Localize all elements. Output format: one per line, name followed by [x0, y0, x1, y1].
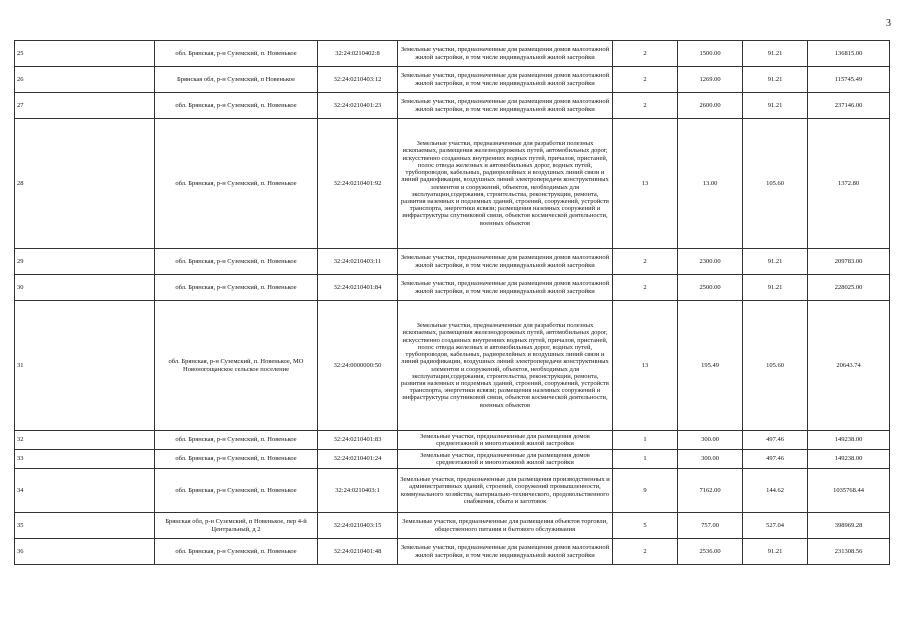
permitted-use-cell: Земельные участки, предназначенные для размещения домов среднеэтажной и многоэтажной жилой застройки	[398, 431, 613, 450]
permitted-use-cell: Земельные участки, предназначенные для размещения объектов торговли, общественного питания и бытового обслуживания	[398, 513, 613, 539]
table-row	[15, 513, 890, 539]
row-number: 27	[15, 93, 155, 119]
cadastral-value-cell: 209783.00	[808, 249, 890, 275]
row-number: 26	[15, 67, 155, 93]
table-row	[15, 431, 890, 450]
table-row	[15, 275, 890, 301]
group-number-cell: 9	[613, 469, 678, 513]
address-cell: обл. Брянская, р-н Суземский, п. Новенькое	[155, 539, 318, 565]
address-cell: обл. Брянская, р-н Суземский, п. Новенькое	[155, 469, 318, 513]
cadastral-number-cell: 32:24:0210401:23	[318, 93, 398, 119]
area-cell: 2536.00	[678, 539, 743, 565]
row-number: 28	[15, 119, 155, 249]
table-row	[15, 93, 890, 119]
specific-value-cell: 144.62	[743, 469, 808, 513]
row-number: 25	[15, 41, 155, 67]
group-number-cell: 2	[613, 93, 678, 119]
specific-value-cell: 105.60	[743, 301, 808, 431]
cadastral-number-cell: 32:24:0210402:8	[318, 41, 398, 67]
row-number: 31	[15, 301, 155, 431]
address-cell: обл. Брянская, р-н Суземский, п. Новенькое	[155, 119, 318, 249]
cadastral-value-cell: 1035768.44	[808, 469, 890, 513]
row-number: 33	[15, 450, 155, 469]
cadastral-value-cell: 1372.80	[808, 119, 890, 249]
group-number-cell: 1	[613, 431, 678, 450]
address-cell: обл. Брянская, р-н Суземский, п. Новенькое	[155, 450, 318, 469]
specific-value-cell: 91.21	[743, 249, 808, 275]
cadastral-value-cell: 231308.56	[808, 539, 890, 565]
cadastral-number-cell: 32:24:0210403:1	[318, 469, 398, 513]
cadastral-value-cell: 20643.74	[808, 301, 890, 431]
table-row	[15, 469, 890, 513]
address-cell: обл. Брянская, р-н Суземский, п. Новенькое	[155, 41, 318, 67]
row-number: 30	[15, 275, 155, 301]
specific-value-cell: 527.04	[743, 513, 808, 539]
row-number: 32	[15, 431, 155, 450]
cadastral-number-cell: 32:24:0210401:48	[318, 539, 398, 565]
cadastral-value-cell: 398969.28	[808, 513, 890, 539]
area-cell: 195.49	[678, 301, 743, 431]
area-cell: 13.00	[678, 119, 743, 249]
specific-value-cell: 91.21	[743, 67, 808, 93]
permitted-use-cell: Земельные участки, предназначенные для разработки полезных ископаемых, размещения железнодорожных путей, автомобильных дорог, искусственно созданных внутренних водных путей, причалов, пристаней, полос отвода железных и автомобильных дорог, водных путей, трубопроводов, кабельных, радиорелейных и воздушных линий связи и линий радиофикации, воздушных линий электропередачи конструктивных элементов и сооружений, объектов, необходимых для эксплуатации,содержания, строительства, реконструкции, ремонта, развития наземных и подземных зданий, строений, сооружений, устройств транспорта, энергетики ясвязи; размещения наземных сооружений и инфраструктуры спутниковой связи, объектов космической деятельности, военных объектов	[398, 119, 613, 249]
row-number: 29	[15, 249, 155, 275]
table-row	[15, 539, 890, 565]
area-cell: 1269.00	[678, 67, 743, 93]
specific-value-cell: 497.46	[743, 431, 808, 450]
row-number: 36	[15, 539, 155, 565]
area-cell: 1500.00	[678, 41, 743, 67]
permitted-use-cell: Земельные участки, предназначенные для размещения домов малоэтажной жилой застройки, в том числе индивидуальной жилой застройки	[398, 275, 613, 301]
cadastral-number-cell: 32:24:0210401:24	[318, 450, 398, 469]
permitted-use-cell: Земельные участки, предназначенные для размещения домов среднеэтажной и многоэтажной жилой застройки	[398, 450, 613, 469]
group-number-cell: 5	[613, 513, 678, 539]
table-row	[15, 249, 890, 275]
specific-value-cell: 91.21	[743, 41, 808, 67]
group-number-cell: 2	[613, 67, 678, 93]
group-number-cell: 13	[613, 119, 678, 249]
group-number-cell: 1	[613, 450, 678, 469]
area-cell: 300.00	[678, 431, 743, 450]
address-cell: Брянская обл, р-н Суземский, п Новенькое	[155, 67, 318, 93]
area-cell: 300.00	[678, 450, 743, 469]
permitted-use-cell: Земельные участки, предназначенные для разработки полезных ископаемых, размещения железнодорожных путей, автомобильных дорог, искусственно созданных внутренних водных путей, причалов, пристаней, полос отвода железных и автомобильных дорог, водных путей, трубопроводов, кабельных, радиорелейных и воздушных линий связи и линий радиофикации, воздушных линий электропередачи конструктивных элементов и сооружений, объектов, необходимых для эксплуатации,содержания, строительства, реконструкции, ремонта, развития наземных и подземных зданий, строений, сооружений, устройств транспорта, энергетики ясвязи; размещения наземных сооружений и инфраструктуры спутниковой связи, объектов космической деятельности, военных объектов	[398, 301, 613, 431]
cadastral-number-cell: 32:24:0210403:12	[318, 67, 398, 93]
page-number: 3	[886, 18, 891, 29]
cadastral-number-cell: 32:24:0000000:50	[318, 301, 398, 431]
specific-value-cell: 91.21	[743, 93, 808, 119]
specific-value-cell: 91.21	[743, 275, 808, 301]
table-row	[15, 301, 890, 431]
table-body	[15, 41, 890, 565]
cadastral-value-cell: 136815.00	[808, 41, 890, 67]
area-cell: 757.00	[678, 513, 743, 539]
group-number-cell: 2	[613, 41, 678, 67]
cadastral-value-cell: 149238.00	[808, 450, 890, 469]
address-cell: Брянская обл, р-н Суземский, п Новенькое, пер 4-й Центральный, д 2	[155, 513, 318, 539]
table-row	[15, 67, 890, 93]
address-cell: обл. Брянская, р-н Суземский, п. Новенькое	[155, 431, 318, 450]
cadastral-number-cell: 32:24:0210403:11	[318, 249, 398, 275]
row-number: 34	[15, 469, 155, 513]
permitted-use-cell: Земельные участки, предназначенные для размещения домов малоэтажной жилой застройки, в том числе индивидуальной жилой застройки	[398, 249, 613, 275]
specific-value-cell: 105.60	[743, 119, 808, 249]
cadastral-number-cell: 32:24:0210401:92	[318, 119, 398, 249]
address-cell: обл. Брянская, р-н Суземский, п. Новенькое	[155, 93, 318, 119]
group-number-cell: 13	[613, 301, 678, 431]
cadastral-value-cell: 149238.00	[808, 431, 890, 450]
address-cell: обл. Брянская, р-н Суземский, п. Новенькое, МО Новоногощанское сельское поселение	[155, 301, 318, 431]
cadastral-value-cell: 115745.49	[808, 67, 890, 93]
permitted-use-cell: Земельные участки, предназначенные для размещения домов малоэтажной жилой застройки, в том числе индивидуальной жилой застройки	[398, 93, 613, 119]
permitted-use-cell: Земельные участки, предназначенные для размещения производственных и административных зданий, строений, сооружений промышленности, коммунального хозяйства, материально-технического, продовольственного снабжения, сбыта и заготовок	[398, 469, 613, 513]
cadastral-number-cell: 32:24:0210403:15	[318, 513, 398, 539]
address-cell: обл. Брянская, р-н Суземский, п. Новенькое	[155, 275, 318, 301]
permitted-use-cell: Земельные участки, предназначенные для размещения домов малоэтажной жилой застройки, в том числе индивидуальной жилой застройки	[398, 41, 613, 67]
table-row	[15, 119, 890, 249]
area-cell: 7162.00	[678, 469, 743, 513]
area-cell: 2600.00	[678, 93, 743, 119]
land-plots-table	[14, 40, 890, 565]
specific-value-cell: 91.21	[743, 539, 808, 565]
specific-value-cell: 497.46	[743, 450, 808, 469]
cadastral-number-cell: 32:24:0210401:83	[318, 431, 398, 450]
address-cell: обл. Брянская, р-н Суземский, п. Новенькое	[155, 249, 318, 275]
group-number-cell: 2	[613, 539, 678, 565]
area-cell: 2300.00	[678, 249, 743, 275]
cadastral-value-cell: 228025.00	[808, 275, 890, 301]
table-row	[15, 41, 890, 67]
group-number-cell: 2	[613, 249, 678, 275]
cadastral-number-cell: 32:24:0210401:84	[318, 275, 398, 301]
cadastral-value-cell: 237146.00	[808, 93, 890, 119]
group-number-cell: 2	[613, 275, 678, 301]
table-row	[15, 450, 890, 469]
area-cell: 2500.00	[678, 275, 743, 301]
permitted-use-cell: Земельные участки, предназначенные для размещения домов малоэтажной жилой застройки, в том числе индивидуальной жилой застройки	[398, 67, 613, 93]
permitted-use-cell: Земельные участки, предназначенные для размещения домов малоэтажной жилой застройки, в том числе индивидуальной жилой застройки	[398, 539, 613, 565]
row-number: 35	[15, 513, 155, 539]
